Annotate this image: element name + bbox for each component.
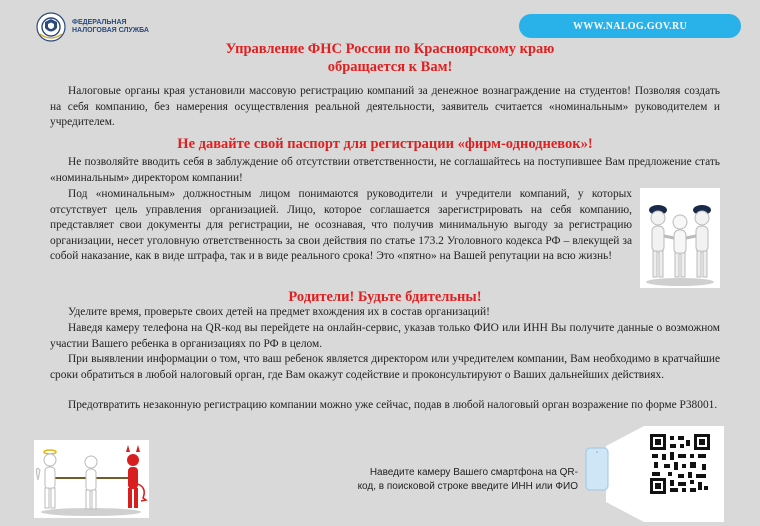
logo-text [72,19,149,35]
qr-caption: Наведите камеру Вашего смартфона на QR-код, в поисковой строке введите ИНН или ФИО [357,467,578,492]
website-link[interactable] [519,14,741,38]
title-line-1: Управление ФНС России по Красноярскому краю [225,41,555,57]
smartphone-icon [586,448,608,490]
section2-heading: Родители! Будьте бдительны! [288,289,482,305]
section2-paragraph-1: Уделите время, проверьте своих детей на предмет вхождения их в состав организаций! [68,306,490,318]
section2-paragraph-2: Наведя камеру телефона на QR-код вы перейдете на онлайн-сервис, указав только ФИО или ИНН Вы получите данные о возможном участии Вашего ребенка в организациях по РФ в целом. [50,322,720,350]
title-line-2: обращается к Вам! [327,59,453,75]
website-url: WWW.NALOG.GOV.RU [573,20,687,32]
qr-code-icon [650,434,710,494]
fns-emblem-icon [36,12,66,42]
section1-heading: Не давайте свой паспорт для регистрации «фирм-однодневок»! [177,136,593,152]
logo-line-1: ФЕДЕРАЛЬНАЯ [72,18,127,26]
logo-line-2: НАЛОГОВАЯ СЛУЖБА [72,27,149,34]
section2-paragraph-4: Предотвратить незаконную регистрацию компании можно уже сейчас, подав в любой налоговый орган возражение по форме Р38001. [68,399,718,411]
section1-paragraph-1: Не позволяйте вводить себя в заблуждение об отсутствии ответственности, не соглашайтесь на поступившее Вам предложение стать «номинальным» директором компании! [50,156,720,184]
qr-code-panel[interactable] [584,426,724,522]
angel-devil-tug-of-war-illustration [34,440,149,518]
section1-paragraph-2: Под «номинальным» должностным лицом понимаются руководители и учредители компаний, у которых отсутствует цель управления организацией. Лицо, которое соглашается зарегистрировать на себя компанию, представляет свои документы для регистрации, не осознавая, что получив минимальную выгоду за регистрацию организации, несет уголовную ответственность за свои действия по статье 173.2 Уголовного кодекса РФ – влекущей за собой наказание, как в виде штрафа, так и в виде реального срока! Это «пятно» на Вашей репутации на всю жизнь! [50,188,632,262]
fns-logo [36,12,149,42]
page-title [100,40,680,76]
police-arrest-illustration [640,188,720,288]
intro-paragraph: Налоговые органы края установили массовую регистрацию компаний за денежное вознаграждение на студентов! Позволяя создать на себя компанию, без намерения осуществления реальной деятельности, заявитель считается «номинальным» руководителем и учредителем. [50,85,720,128]
section2-paragraph-3: При выявлении информации о том, что ваш ребенок является директором или учредителем компании, Вам необходимо в кратчайшие сроки обратиться в любой налоговый орган, где Вам окажут содействие и проконсультируют о Ваших дальнейших действиях. [50,353,720,381]
